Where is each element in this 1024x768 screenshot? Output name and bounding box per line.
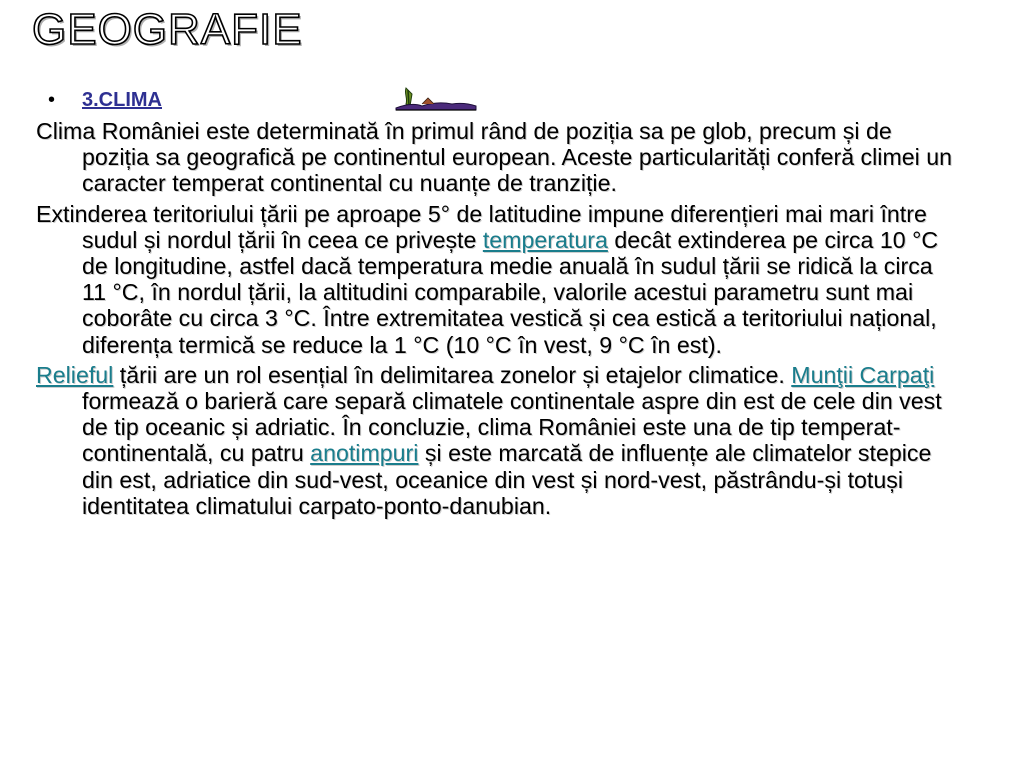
paragraph-relief bbox=[36, 362, 956, 519]
link-relieful[interactable]: Relieful bbox=[36, 361, 114, 388]
section-heading-row bbox=[48, 88, 162, 112]
mountain-landscape-icon bbox=[392, 84, 478, 116]
paragraph-relief-part2: formează o barieră care separă climatele continentale aspre din est de cele din vest de tip oceanic și adriatic. În concluzie, clima României este una de tip temperat-continentală, cu patru bbox=[82, 388, 942, 467]
paragraph-relief-part1: țării are un rol esențial în delimitarea zonelor și etajelor climatice. bbox=[113, 361, 792, 388]
link-anotimpuri[interactable]: anotimpuri bbox=[310, 440, 419, 467]
paragraph-temperature bbox=[36, 201, 956, 358]
paragraph-climate-intro bbox=[36, 118, 956, 197]
paragraph-temperature-after: decât extinderea pe circa 10 °C de longitudine, astfel dacă temperatura medie anuală în sudul țării se ridică la circa 11 °C, în nordul țării, la altitudini comparabile, valorile acestui parametru sunt mai coborâte cu circa 3 °C. Între extremitatea vestică și cea estică a teritoriului național, diferența termică se reduce la 1 °C (10 °C în vest, 9 °C în est). bbox=[82, 226, 939, 358]
paragraph-climate-intro-text: Clima României este determinată în primul rând de poziția sa pe glob, precum și de poziția sa geografică pe continentul european. Aceste particularități conferă climei un caracter temperat continental cu nuanțe de tranziție. bbox=[36, 118, 953, 197]
link-temperatura[interactable]: temperatura bbox=[482, 226, 608, 253]
section-heading-link[interactable]: 3.CLIMA bbox=[82, 89, 162, 111]
slide-title: GEOGRAFIE bbox=[32, 5, 303, 54]
paragraph-relief-part3: și este marcată de influențe ale climatelor stepice din est, adriatice din sud-vest, oceanice din vest și nord-vest, păstrându-și totuși identitatea climatului carpato-ponto-danubian. bbox=[82, 440, 932, 519]
link-muntii-carpati[interactable]: Munţii Carpaţi bbox=[791, 361, 935, 388]
paragraph-temperature-before: Extinderea teritoriului țării pe aproape 5° de latitudine impune diferențieri mai mari între sudul și nordul țării în ceea ce privește bbox=[36, 200, 927, 253]
bullet-marker: • bbox=[48, 89, 56, 111]
slide-body bbox=[36, 118, 956, 523]
